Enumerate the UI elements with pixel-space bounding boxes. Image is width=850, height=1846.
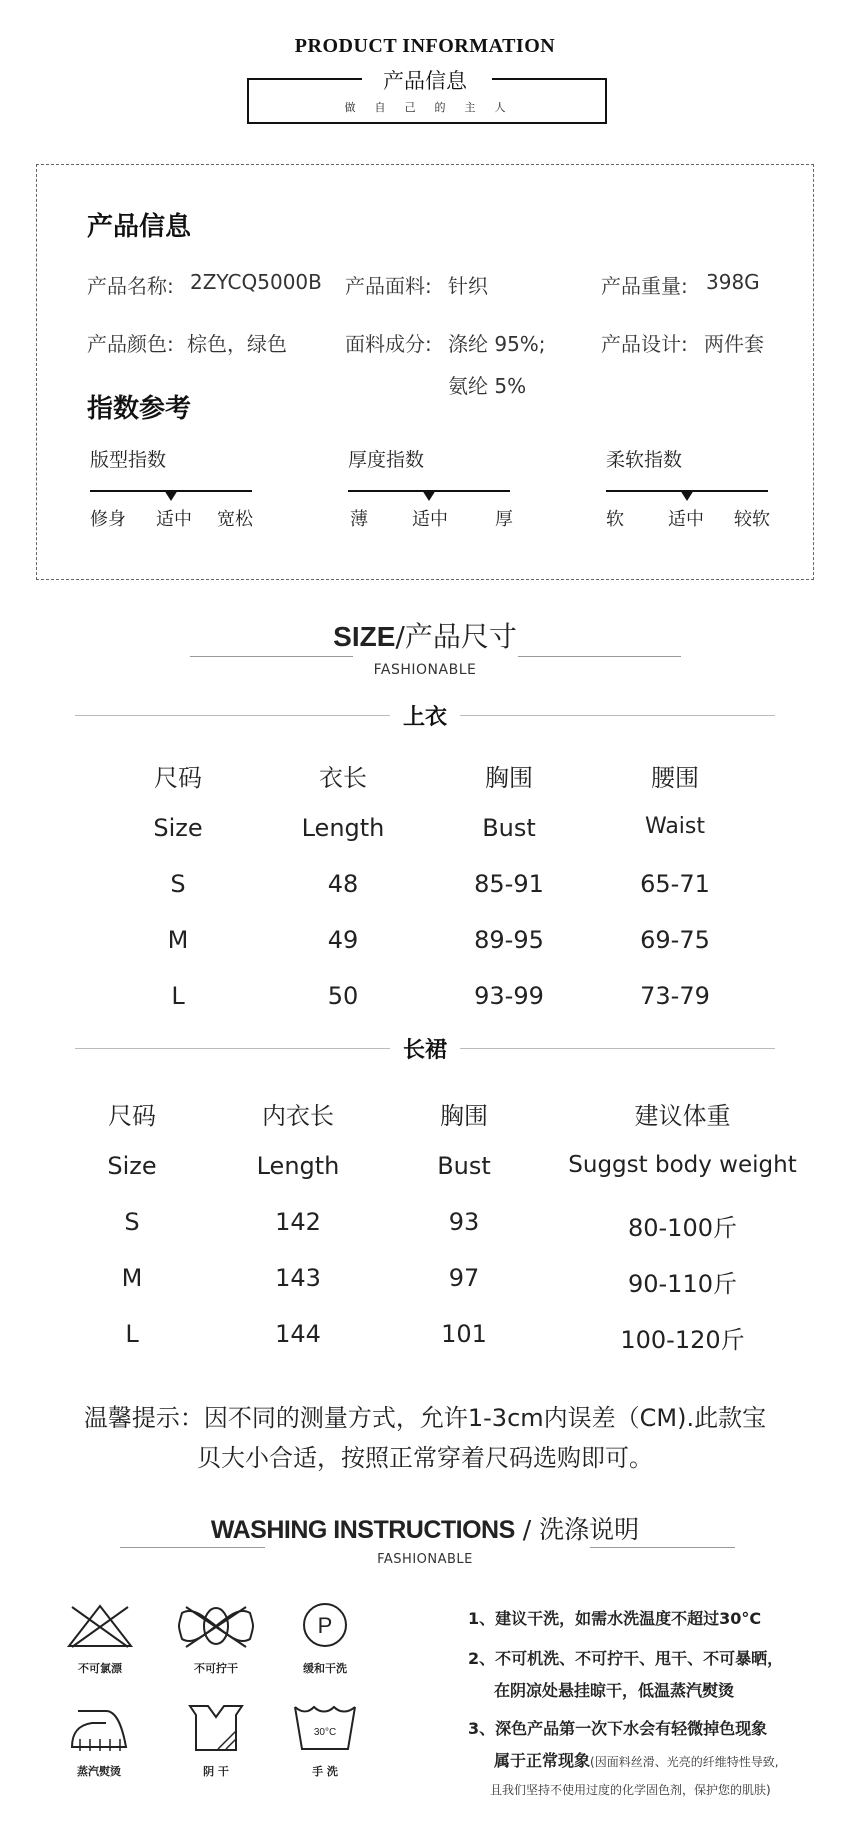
- gentle-dry-clean-label: 缓和干洗: [303, 1662, 347, 1675]
- dry-clean-glyph: P: [317, 1613, 333, 1638]
- top-header-cn: 腰围: [651, 764, 699, 792]
- composition-label: 面料成分:: [345, 332, 432, 356]
- gentle-dry-clean-icon: [301, 1601, 349, 1649]
- steam-iron-icon: [66, 1703, 132, 1753]
- hand-wash-label: 手 洗: [312, 1765, 338, 1778]
- top-cell: 93-99: [474, 982, 544, 1010]
- top-table-heading: 上衣: [402, 705, 447, 730]
- skirt-header-cn: 胸围: [440, 1102, 488, 1130]
- wash-instruction-2b: 在阴凉处悬挂晾干，低温蒸汽熨烫: [494, 1681, 735, 1700]
- steam-iron-label: 蒸汽熨烫: [77, 1765, 121, 1778]
- wash-instruction-1: 1、建议干洗，如需水洗温度不超过30°C: [468, 1609, 762, 1628]
- top-header-en: Size: [153, 814, 203, 842]
- thickness-scale-mid: 适中: [412, 509, 448, 530]
- info-heading: 产品信息: [87, 212, 192, 242]
- top-cell: M: [167, 926, 189, 954]
- skirt-table-heading: 长裙: [402, 1038, 447, 1063]
- size-rule-right: [518, 656, 681, 657]
- top-cell: 85-91: [474, 870, 544, 898]
- name-value: 2ZYCQ5000B: [190, 270, 322, 294]
- top-header-en: Waist: [644, 814, 706, 839]
- skirt-cell: 93: [448, 1208, 480, 1236]
- softness-scale-mid: 适中: [668, 509, 704, 530]
- size-tip-line2: 贝大小合适，按照正常穿着尺码选购即可。: [197, 1444, 653, 1472]
- skirt-cell: S: [124, 1208, 140, 1236]
- fit-scale-min: 修身: [90, 509, 126, 530]
- name-label: 产品名称:: [87, 274, 174, 298]
- skirt-cell: 97: [448, 1264, 480, 1292]
- weight-value: 398G: [706, 270, 760, 294]
- fabric-value: 针织: [448, 274, 488, 298]
- washing-rule-right: [590, 1547, 735, 1548]
- composition-line1: 涤纶 95%;: [448, 332, 546, 356]
- wash-instruction-3a: 3、深色产品第一次下水会有轻微掉色现象: [468, 1719, 768, 1738]
- size-fashionable: FASHIONABLE: [373, 662, 477, 678]
- skirt-header-en: Suggst body weight: [568, 1152, 797, 1178]
- softness-scale-max: 较软: [734, 509, 770, 530]
- no-bleach-icon: [66, 1603, 134, 1649]
- shade-dry-icon: [188, 1703, 244, 1753]
- top-cell: S: [170, 870, 186, 898]
- skirt-cell: 144: [275, 1320, 321, 1348]
- top-header-en: Bust: [482, 814, 536, 842]
- no-wring-icon: [176, 1603, 256, 1649]
- wash-instruction-3b-bold: 属于正常现象: [494, 1751, 591, 1770]
- thickness-scale-title: 厚度指数: [348, 449, 425, 471]
- design-label: 产品设计:: [601, 332, 688, 356]
- size-title-en: SIZE: [333, 621, 396, 652]
- wash-instruction-3b: [494, 1748, 779, 1771]
- fabric-label: 产品面料:: [345, 274, 432, 298]
- softness-scale-title: 柔软指数: [606, 449, 683, 471]
- top-cell: 89-95: [474, 926, 544, 954]
- skirt-cell: 143: [275, 1264, 321, 1292]
- top-cell: 65-71: [640, 870, 710, 898]
- shade-dry-label: 阴 干: [203, 1765, 229, 1778]
- index-heading: 指数参考: [87, 394, 192, 424]
- washing-title-en: WASHING INSTRUCTIONS: [210, 1516, 515, 1544]
- skirt-header-cn: 尺码: [108, 1102, 156, 1130]
- wash-instruction-3c: 且我们坚持不使用过度的化学固色剂，保护您的肌肤): [490, 1783, 771, 1797]
- design-value: 两件套: [704, 332, 764, 356]
- skirt-header-en: Bust: [437, 1152, 491, 1180]
- skirt-cell: M: [121, 1264, 143, 1292]
- softness-scale-marker: [680, 490, 694, 501]
- thickness-scale-max: 厚: [495, 509, 513, 530]
- top-cell: 69-75: [640, 926, 710, 954]
- fit-scale-mid: 适中: [156, 509, 192, 530]
- fit-scale-title: 版型指数: [90, 449, 167, 471]
- header-subtitle: 产品信息: [383, 69, 467, 93]
- skirt-cell: 101: [441, 1320, 487, 1348]
- hand-wash-glyph: 30°C: [313, 1727, 337, 1738]
- fit-scale-max: 宽松: [217, 509, 253, 530]
- fit-scale-marker: [164, 490, 178, 501]
- thickness-scale-marker: [422, 490, 436, 501]
- skirt-cell: 90-110斤: [627, 1270, 737, 1298]
- washing-rule-left: [120, 1547, 265, 1548]
- washing-title: [0, 1510, 850, 1546]
- top-header-cn: 胸围: [485, 764, 533, 792]
- no-bleach-label: 不可氯漂: [78, 1662, 122, 1675]
- washing-fashionable: FASHIONABLE: [377, 1552, 473, 1567]
- top-cell: 49: [327, 926, 359, 954]
- wash-instruction-3b-note: (因面料丝滑、光亮的纤维特性导致,: [590, 1755, 779, 1769]
- top-header-cn: 尺码: [154, 764, 202, 792]
- top-header-cn: 衣长: [319, 764, 367, 792]
- top-cell: 48: [327, 870, 359, 898]
- top-cell: 73-79: [640, 982, 710, 1010]
- size-title-cn: /产品尺寸: [395, 620, 517, 653]
- size-title: [0, 615, 850, 655]
- color-value: 棕色，绿色: [187, 332, 287, 356]
- top-cell: L: [171, 982, 185, 1010]
- top-header-en: Length: [301, 814, 385, 842]
- skirt-cell: L: [125, 1320, 139, 1348]
- top-cell: 50: [327, 982, 359, 1010]
- weight-label: 产品重量:: [601, 274, 688, 298]
- composition-line2: 氨纶 5%: [448, 374, 527, 398]
- skirt-header-en: Size: [107, 1152, 157, 1180]
- thickness-scale-min: 薄: [350, 509, 368, 530]
- no-wring-label: 不可拧干: [194, 1662, 238, 1675]
- size-tip: [30, 1398, 820, 1478]
- header-title: PRODUCT INFORMATION: [294, 35, 556, 57]
- softness-scale-min: 软: [606, 509, 624, 530]
- skirt-cell: 100-120斤: [620, 1326, 745, 1354]
- skirt-cell: 80-100斤: [627, 1214, 737, 1242]
- hand-wash-icon: [292, 1703, 358, 1753]
- skirt-header-cn: 建议体重: [634, 1102, 731, 1130]
- color-label: 产品颜色:: [87, 332, 174, 356]
- size-tip-line1: 温馨提示：因不同的测量方式，允许1-3cm内误差（CM).此款宝: [83, 1404, 767, 1432]
- header-tagline: 做自己的主人: [344, 101, 525, 114]
- washing-title-cn: / 洗涤说明: [514, 1515, 640, 1544]
- size-rule-left: [190, 656, 353, 657]
- wash-instruction-2a: 2、不可机洗、不可拧干、甩干、不可暴晒，: [468, 1649, 784, 1668]
- skirt-header-cn: 内衣长: [262, 1102, 334, 1130]
- skirt-cell: 142: [275, 1208, 321, 1236]
- skirt-header-en: Length: [256, 1152, 340, 1180]
